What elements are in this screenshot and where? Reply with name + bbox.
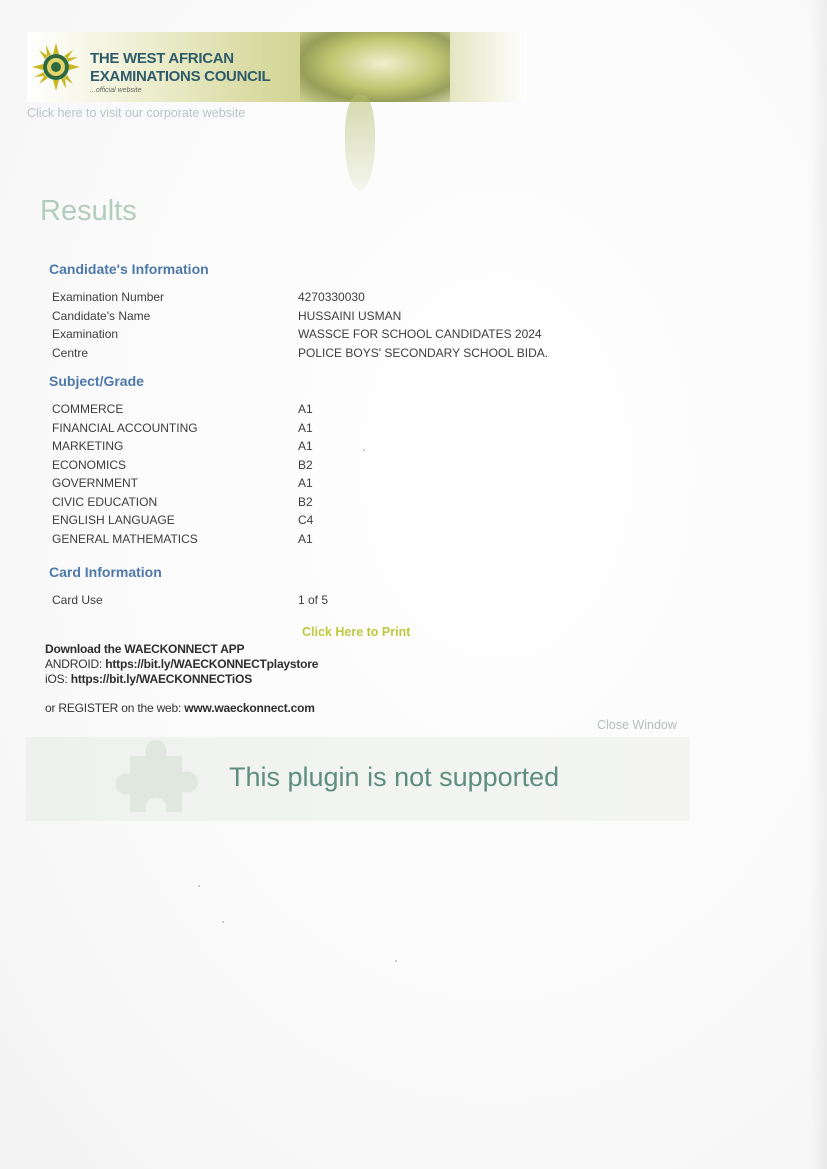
brand-tagline: ...official website: [90, 87, 142, 94]
subject-grade: A1: [298, 532, 313, 546]
paper-speck: [395, 960, 397, 962]
subject-row: [52, 421, 612, 439]
candidate-info-row: [52, 327, 612, 345]
register-label: or REGISTER on the web:: [45, 701, 185, 715]
candidate-info-row: [52, 309, 612, 327]
android-label: ANDROID:: [45, 657, 106, 671]
app-download-text: Download the WAECKONNECT APP: [45, 642, 245, 656]
field-label: Card Use: [52, 593, 103, 607]
subject-grade: A1: [298, 421, 313, 435]
waec-logo-icon: [31, 42, 81, 92]
ios-label: iOS:: [45, 672, 71, 686]
ios-url-link[interactable]: https://bit.ly/WAECKONNECTiOS: [70, 672, 253, 686]
app-download-line: [45, 642, 244, 656]
field-value: WASSCE FOR SCHOOL CANDIDATES 2024: [298, 327, 542, 341]
subject-name: CIVIC EDUCATION: [52, 495, 158, 509]
page-edge-shadow: [809, 0, 827, 1169]
subject-row: [52, 495, 612, 513]
subject-row: [52, 439, 612, 457]
field-label: Centre: [52, 346, 89, 360]
banner-photo: [300, 32, 450, 102]
paper-speck: [222, 921, 224, 923]
ios-line: [45, 672, 252, 686]
register-url-link[interactable]: www.waeckonnect.com: [184, 701, 315, 715]
candidate-info-heading: Candidate's Information: [49, 261, 209, 277]
subject-row: [52, 476, 612, 494]
android-line: [45, 657, 318, 671]
paper-speck: [363, 449, 365, 451]
subject-grade: A1: [298, 476, 313, 490]
subject-grade: A1: [298, 439, 313, 453]
puzzle-piece-icon: [112, 738, 202, 818]
android-url-link[interactable]: https://bit.ly/WAECKONNECTplaystore: [105, 657, 319, 671]
subject-grade: C4: [298, 513, 314, 527]
field-value: HUSSAINI USMAN: [298, 309, 402, 323]
subject-grade-heading: Subject/Grade: [49, 373, 144, 389]
subject-name: COMMERCE: [52, 402, 124, 416]
subject-name: ENGLISH LANGUAGE: [52, 513, 175, 527]
subject-grade: B2: [298, 458, 313, 472]
field-label: Examination Number: [52, 290, 165, 304]
field-value: POLICE BOYS' SECONDARY SCHOOL BIDA.: [298, 346, 549, 360]
subject-name: FINANCIAL ACCOUNTING: [52, 421, 198, 435]
paper-speck: [198, 885, 200, 887]
ink-stain: [345, 95, 375, 190]
subject-row: [52, 532, 612, 550]
candidate-info-row: [52, 346, 612, 364]
subject-grade: B2: [298, 495, 313, 509]
field-label: Examination: [52, 327, 119, 341]
field-value: 4270330030: [298, 290, 365, 304]
corporate-website-link[interactable]: Click here to visit our corporate website: [27, 106, 246, 120]
card-info-row: [52, 593, 612, 611]
brand-name-line1: THE WEST AFRICAN: [90, 50, 234, 67]
register-line: [45, 701, 315, 715]
subject-name: GENERAL MATHEMATICS: [52, 532, 198, 546]
field-label: Candidate's Name: [52, 309, 151, 323]
brand-name-line2: EXAMINATIONS COUNCIL: [90, 68, 271, 85]
subject-row: [52, 402, 612, 420]
subject-grade: A1: [298, 402, 313, 416]
card-info-heading: Card Information: [49, 564, 162, 580]
plugin-not-supported-message: This plugin is not supported: [229, 762, 560, 792]
print-link[interactable]: Click Here to Print: [302, 625, 411, 639]
subject-row: [52, 513, 612, 531]
subject-name: ECONOMICS: [52, 458, 127, 472]
close-window-link[interactable]: Close Window: [597, 718, 677, 732]
candidate-info-row: [52, 290, 612, 308]
field-value: 1 of 5: [298, 593, 329, 607]
subject-name: GOVERNMENT: [52, 476, 139, 490]
subject-name: MARKETING: [52, 439, 124, 453]
page-title: Results: [40, 195, 137, 227]
subject-row: [52, 458, 612, 476]
